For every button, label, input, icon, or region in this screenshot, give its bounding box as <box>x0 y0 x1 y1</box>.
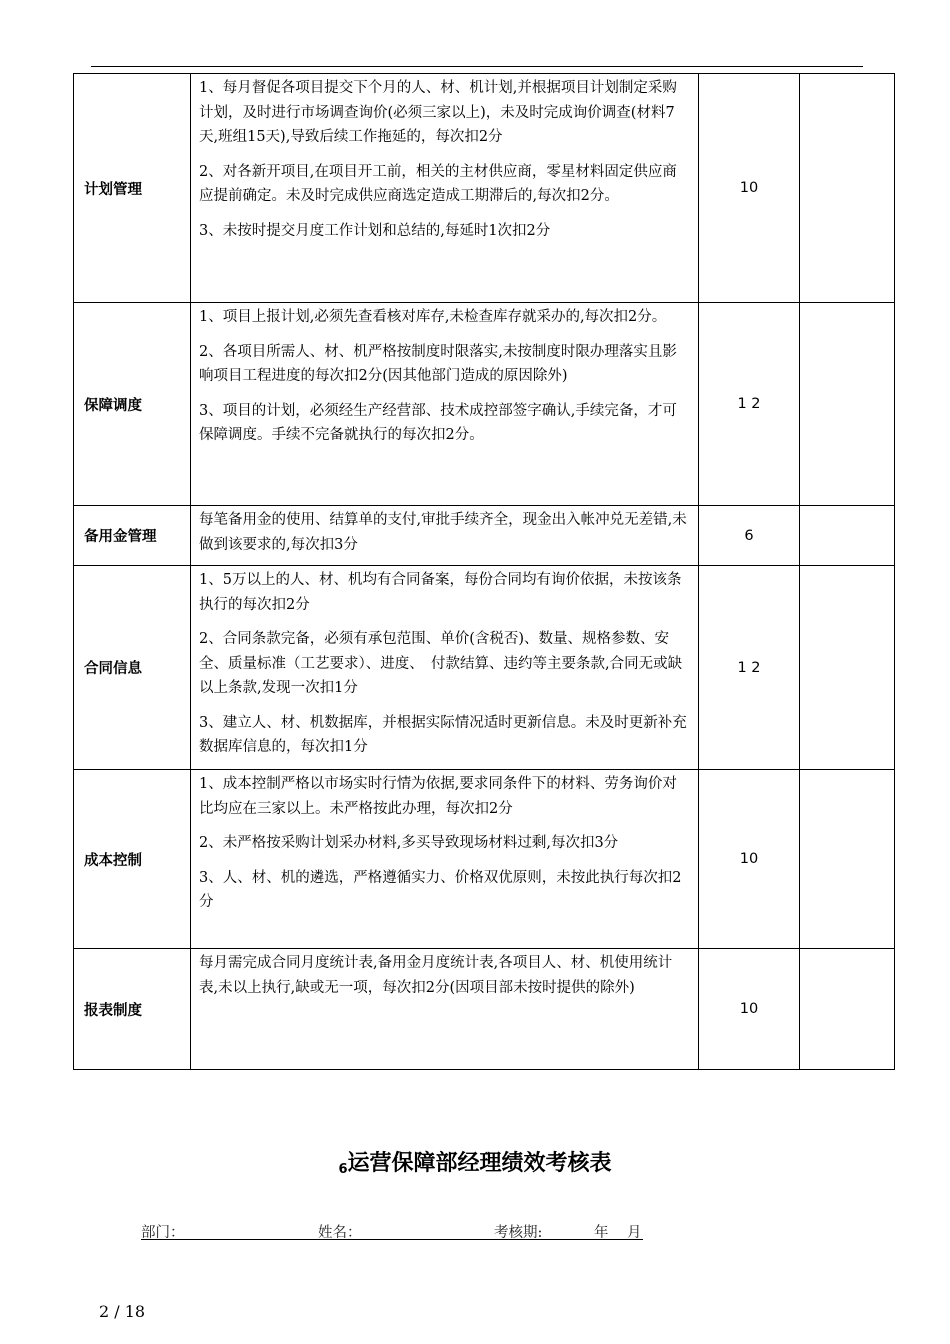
table-row <box>74 506 895 566</box>
table-row <box>74 303 895 506</box>
year-label: 年 <box>594 1225 609 1241</box>
table-row <box>74 949 895 1070</box>
score-cell: 10 <box>699 770 800 949</box>
month-label: 月 <box>627 1225 642 1241</box>
score-cell: 10 <box>699 949 800 1070</box>
criteria-cell <box>191 303 699 506</box>
criteria-item: 1、项目上报计划,必须先查看核对库存,未检查库存就采办的,每次扣2分。 <box>199 309 667 325</box>
category-cell: 报表制度 <box>74 949 191 1070</box>
result-cell <box>800 949 895 1070</box>
result-cell <box>800 566 895 770</box>
criteria-item: 2、未严格按采购计划采办材料,多买导致现场材料过剩,每次扣3分 <box>199 835 619 851</box>
criteria-cell <box>191 770 699 949</box>
section-title-text: 运营保障部经理绩效考核表 <box>347 1151 612 1176</box>
table-row <box>74 566 895 770</box>
score-cell: 1 2 <box>699 566 800 770</box>
criteria-cell <box>191 74 699 303</box>
score-cell: 6 <box>699 506 800 566</box>
criteria-item: 1、成本控制严格以市场实时行情为依据,要求同条件下的材料、劳务询价对比均应在三家以上。未严格按此办理，每次扣2分 <box>199 776 677 817</box>
info-line <box>141 1221 643 1240</box>
page-number: 2 / 18 <box>99 1302 146 1321</box>
criteria-item: 2、各项目所需人、材、机严格按制度时限落实,未按制度时限办理落实且影响项目工程进度的每次扣2分(因其他部门造成的原因除外) <box>199 343 677 384</box>
category-cell: 保障调度 <box>74 303 191 506</box>
result-cell <box>800 74 895 303</box>
section-title <box>0 1146 950 1177</box>
criteria-item: 3、人、材、机的遴选，严格遵循实力、价格双优原则，未按此执行每次扣2分 <box>199 869 682 910</box>
criteria-item: 1、5万以上的人、材、机均有合同备案，每份合同均有询价依据，未按该条执行的每次扣2分 <box>199 572 682 613</box>
criteria-item: 3、项目的计划，必须经生产经营部、技术成控部签字确认,手续完备，才可保障调度。手续不完备就执行的每次扣2分。 <box>199 402 677 443</box>
table-row <box>74 770 895 949</box>
period-label: 考核期: <box>494 1225 543 1241</box>
criteria-item: 1、每月督促各项目提交下个月的人、材、机计划,并根据项目计划制定采购计划，及时进行市场调查询价(必须三家以上)，未及时完成询价调查(材料7天,班组15天),导致后续工作拖延的，每次扣2分 <box>199 80 677 145</box>
dept-label: 部门： <box>141 1225 185 1241</box>
category-cell: 成本控制 <box>74 770 191 949</box>
criteria-cell <box>191 566 699 770</box>
criteria-item: 每月需完成合同月度统计表,备用金月度统计表,各项目人、材、机使用统计表,未以上执行,缺或无一项，每次扣2分(因项目部未按时提供的除外) <box>199 955 673 996</box>
criteria-item: 每笔备用金的使用、结算单的支付,审批手续齐全，现金出入帐冲兑无差错,未做到该要求的,每次扣3分 <box>199 512 687 553</box>
score-cell: 1 2 <box>699 303 800 506</box>
section-mark: 6 <box>338 1162 348 1177</box>
criteria-item: 3、建立人、材、机数据库，并根据实际情况适时更新信息。未及时更新补充数据库信息的，每次扣1分 <box>199 714 687 755</box>
result-cell <box>800 303 895 506</box>
header-rule <box>91 66 863 67</box>
result-cell <box>800 770 895 949</box>
table-row <box>74 74 895 303</box>
criteria-item: 2、合同条款完备，必须有承包范围、单价(含税否)、数量、规格参数、安全、质量标准（工艺要求）、进度、 付款结算、违约等主要条款,合同无或缺以上条款,发现一次扣1分 <box>199 631 683 696</box>
criteria-item: 3、未按时提交月度工作计划和总结的,每延时1次扣2分 <box>199 222 551 239</box>
assessment-table <box>73 73 895 1070</box>
category-cell: 合同信息 <box>74 566 191 770</box>
name-label: 姓名： <box>318 1225 362 1241</box>
criteria-item: 2、对各新开项目,在项目开工前，相关的主材供应商，零星材料固定供应商应提前确定。未及时完成供应商选定造成工期滞后的,每次扣2分。 <box>199 163 677 204</box>
category-cell: 备用金管理 <box>74 506 191 566</box>
score-cell: 10 <box>699 74 800 303</box>
criteria-cell <box>191 506 699 566</box>
criteria-cell <box>191 949 699 1070</box>
result-cell <box>800 506 895 566</box>
category-cell: 计划管理 <box>74 74 191 303</box>
